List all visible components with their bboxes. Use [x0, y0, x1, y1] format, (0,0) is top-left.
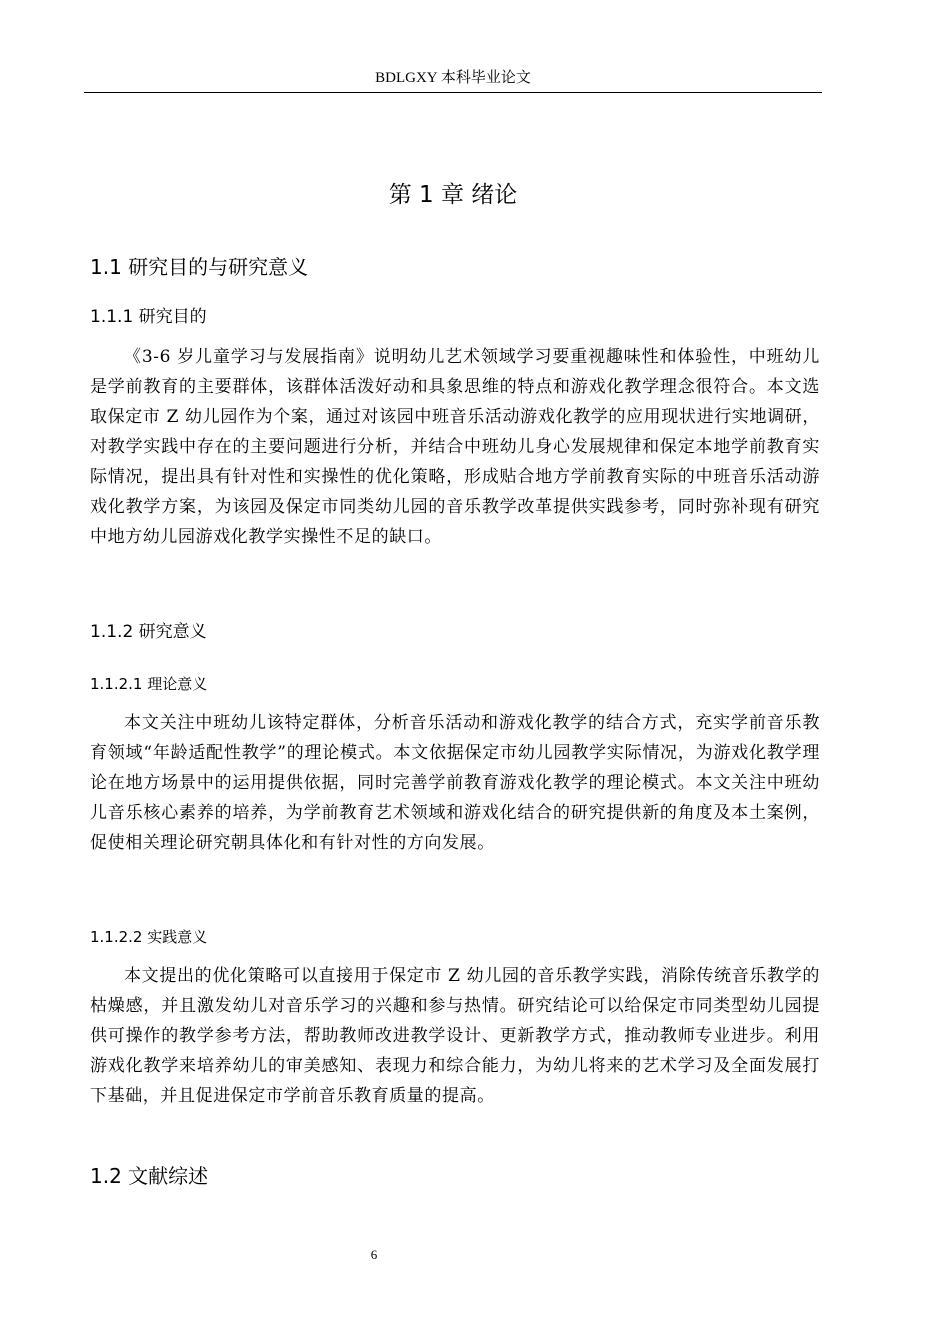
running-header: BDLGXY 本科毕业论文 [375, 70, 531, 86]
section-heading-1-1: 1.1 研究目的与研究意义 [90, 255, 309, 279]
section-heading-1-1-1: 1.1.1 研究目的 [90, 307, 207, 327]
section-heading-1-2: 1.2 文献综述 [90, 1164, 209, 1188]
section-heading-1-1-2-2: 1.1.2.2 实践意义 [90, 928, 208, 946]
section-heading-1-1-2: 1.1.2 研究意义 [90, 622, 207, 642]
header-rule [84, 92, 822, 93]
chapter-title: 第 1 章 绪论 [388, 182, 518, 208]
section-heading-1-1-2-1: 1.1.2.1 理论意义 [90, 675, 208, 693]
paragraph-research-purpose: 《3-6 岁儿童学习与发展指南》说明幼儿艺术领域学习要重视趣味性和体验性，中班幼儿是学前教育的主要群体，该群体活泼好动和具象思维的特点和游戏化教学理念很符合。本文选取保定市 Z 幼儿园作为个案，通过对该园中班音乐活动游戏化教学的应用现状进行实地调研，对教学实践中存在的主要问题进行分析，并结合中班幼儿身心发展规律和保定本地学前教育实际情况，提出具有针对性和实操性的优化策略，形成贴合地方学前教育实际的中班音乐活动游戏化教学方案，为该园及保定市同类幼儿园的音乐教学改革提供实践参考，同时弥补现有研究中地方幼儿园游戏化教学实操性不足的缺口。 [90, 347, 820, 547]
paragraph-practical-significance: 本文提出的优化策略可以直接用于保定市 Z 幼儿园的音乐教学实践，消除传统音乐教学的枯燥感，并且激发幼儿对音乐学习的兴趣和参与热情。研究结论可以给保定市同类型幼儿园提供可操作的教学参考方法，帮助教师改进教学设计、更新教学方式，推动教师专业进步。利用游戏化教学来培养幼儿的审美感知、表现力和综合能力，为幼儿将来的艺术学习及全面发展打下基础，并且促进保定市学前音乐教育质量的提高。 [90, 966, 820, 1106]
page-number: 6 [370, 1247, 378, 1262]
paragraph-theoretical-significance: 本文关注中班幼儿该特定群体，分析音乐活动和游戏化教学的结合方式，充实学前音乐教育领域“年龄适配性教学”的理论模式。本文依据保定市幼儿园教学实际情况，为游戏化教学理论在地方场景中的运用提供依据，同时完善学前教育游戏化教学的理论模式。本文关注中班幼儿音乐核心素养的培养，为学前教育艺术领域和游戏化结合的研究提供新的角度及本土案例，促使相关理论研究朝具体化和有针对性的方向发展。 [90, 713, 820, 853]
